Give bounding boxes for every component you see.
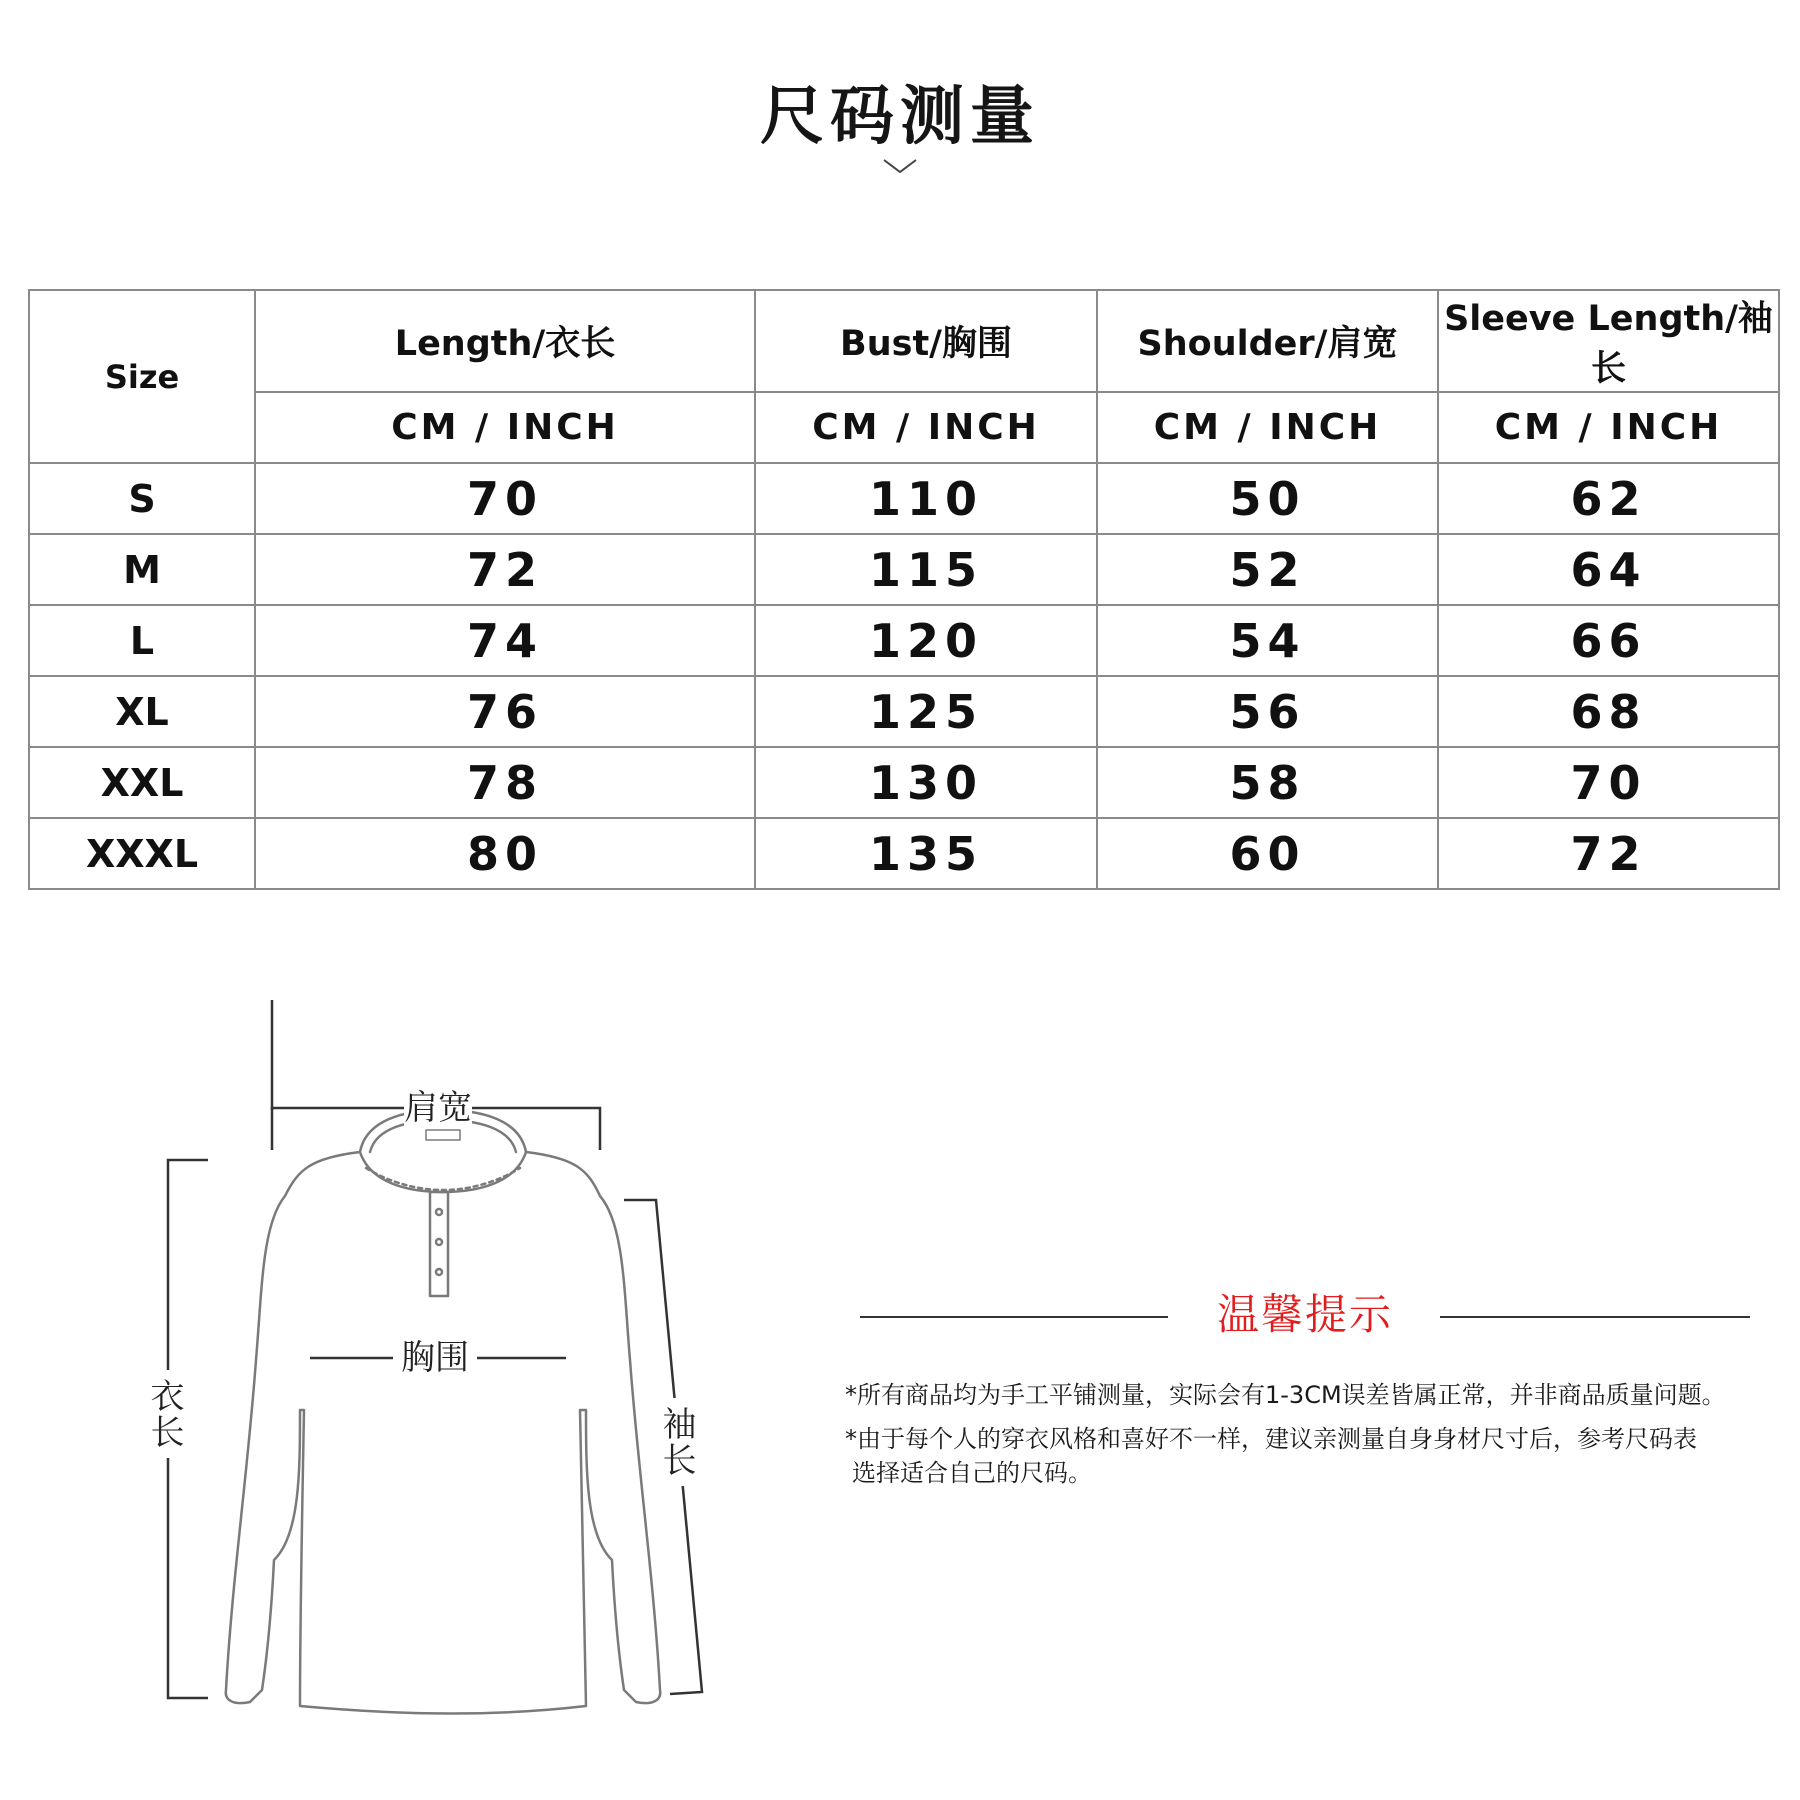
length-cell: 80 — [255, 818, 755, 889]
size-cell: M — [29, 534, 255, 605]
length-column-header: Length/衣长 — [255, 290, 755, 392]
page-title: 尺码测量 — [760, 80, 1040, 154]
shoulder-cell: 54 — [1097, 605, 1438, 676]
table-row — [29, 605, 1779, 676]
notice-line-1: *所有商品均为手工平铺测量，实际会有1-3CM误差皆属正常，并非商品质量问题。 — [845, 1381, 1726, 1409]
chevron-down-icon — [880, 156, 920, 176]
bust-cell: 135 — [755, 818, 1097, 889]
length-cell: 74 — [255, 605, 755, 676]
bust-cell: 130 — [755, 747, 1097, 818]
unit-label: CM / INCH — [255, 392, 755, 463]
sleeve-label: 袖长 — [658, 1398, 694, 1486]
size-column-header: Size — [29, 290, 255, 463]
notice-line-2: *由于每个人的穿衣风格和喜好不一样，建议亲测量自身身材尺寸后，参考尺码表 — [845, 1425, 1697, 1453]
table-unit-row — [29, 392, 1779, 463]
table-row — [29, 818, 1779, 889]
shoulder-cell: 50 — [1097, 463, 1438, 534]
unit-label: CM / INCH — [755, 392, 1097, 463]
sleeve-length-cell: 72 — [1438, 818, 1779, 889]
shoulder-cell: 60 — [1097, 818, 1438, 889]
length-cell: 72 — [255, 534, 755, 605]
shoulder-cell: 58 — [1097, 747, 1438, 818]
size-cell: S — [29, 463, 255, 534]
notice-title: 温馨提示 — [1216, 1290, 1393, 1339]
shoulder-cell: 56 — [1097, 676, 1438, 747]
notice-section — [840, 1280, 1770, 1500]
bust-cell: 115 — [755, 534, 1097, 605]
shirt-outline — [226, 1152, 660, 1714]
measurement-diagram — [0, 1000, 760, 1760]
length-cell: 70 — [255, 463, 755, 534]
divider — [1440, 1316, 1750, 1318]
size-cell: XL — [29, 676, 255, 747]
length-label: 衣长 — [146, 1370, 182, 1458]
size-cell: L — [29, 605, 255, 676]
sleeve-length-cell: 70 — [1438, 747, 1779, 818]
unit-label: CM / INCH — [1097, 392, 1438, 463]
table-row — [29, 534, 1779, 605]
divider — [860, 1316, 1168, 1318]
table-row — [29, 463, 1779, 534]
shoulder-cell: 52 — [1097, 534, 1438, 605]
table-row — [29, 676, 1779, 747]
table-row — [29, 747, 1779, 818]
sleeve-length-cell: 62 — [1438, 463, 1779, 534]
size-cell: XXXL — [29, 818, 255, 889]
chest-label: 胸围 — [393, 1338, 477, 1378]
bust-cell: 110 — [755, 463, 1097, 534]
bust-cell: 125 — [755, 676, 1097, 747]
shirt-illustration — [0, 1000, 760, 1760]
bust-column-header: Bust/胸围 — [755, 290, 1097, 392]
length-cell: 76 — [255, 676, 755, 747]
unit-label: CM / INCH — [1438, 392, 1779, 463]
table-header-row — [29, 290, 1779, 392]
size-table — [28, 289, 1780, 890]
title-area — [0, 80, 1800, 176]
bust-cell: 120 — [755, 605, 1097, 676]
shoulder-column-header: Shoulder/肩宽 — [1097, 290, 1438, 392]
sleeve-length-cell: 66 — [1438, 605, 1779, 676]
sleeve-length-cell: 68 — [1438, 676, 1779, 747]
sleeve-length-cell: 64 — [1438, 534, 1779, 605]
notice-line-3: 选择适合自己的尺码。 — [852, 1459, 1092, 1487]
length-cell: 78 — [255, 747, 755, 818]
size-cell: XXL — [29, 747, 255, 818]
shoulder-label: 肩宽 — [404, 1088, 472, 1128]
sleeve-length-column-header: Sleeve Length/袖长 — [1438, 290, 1779, 392]
